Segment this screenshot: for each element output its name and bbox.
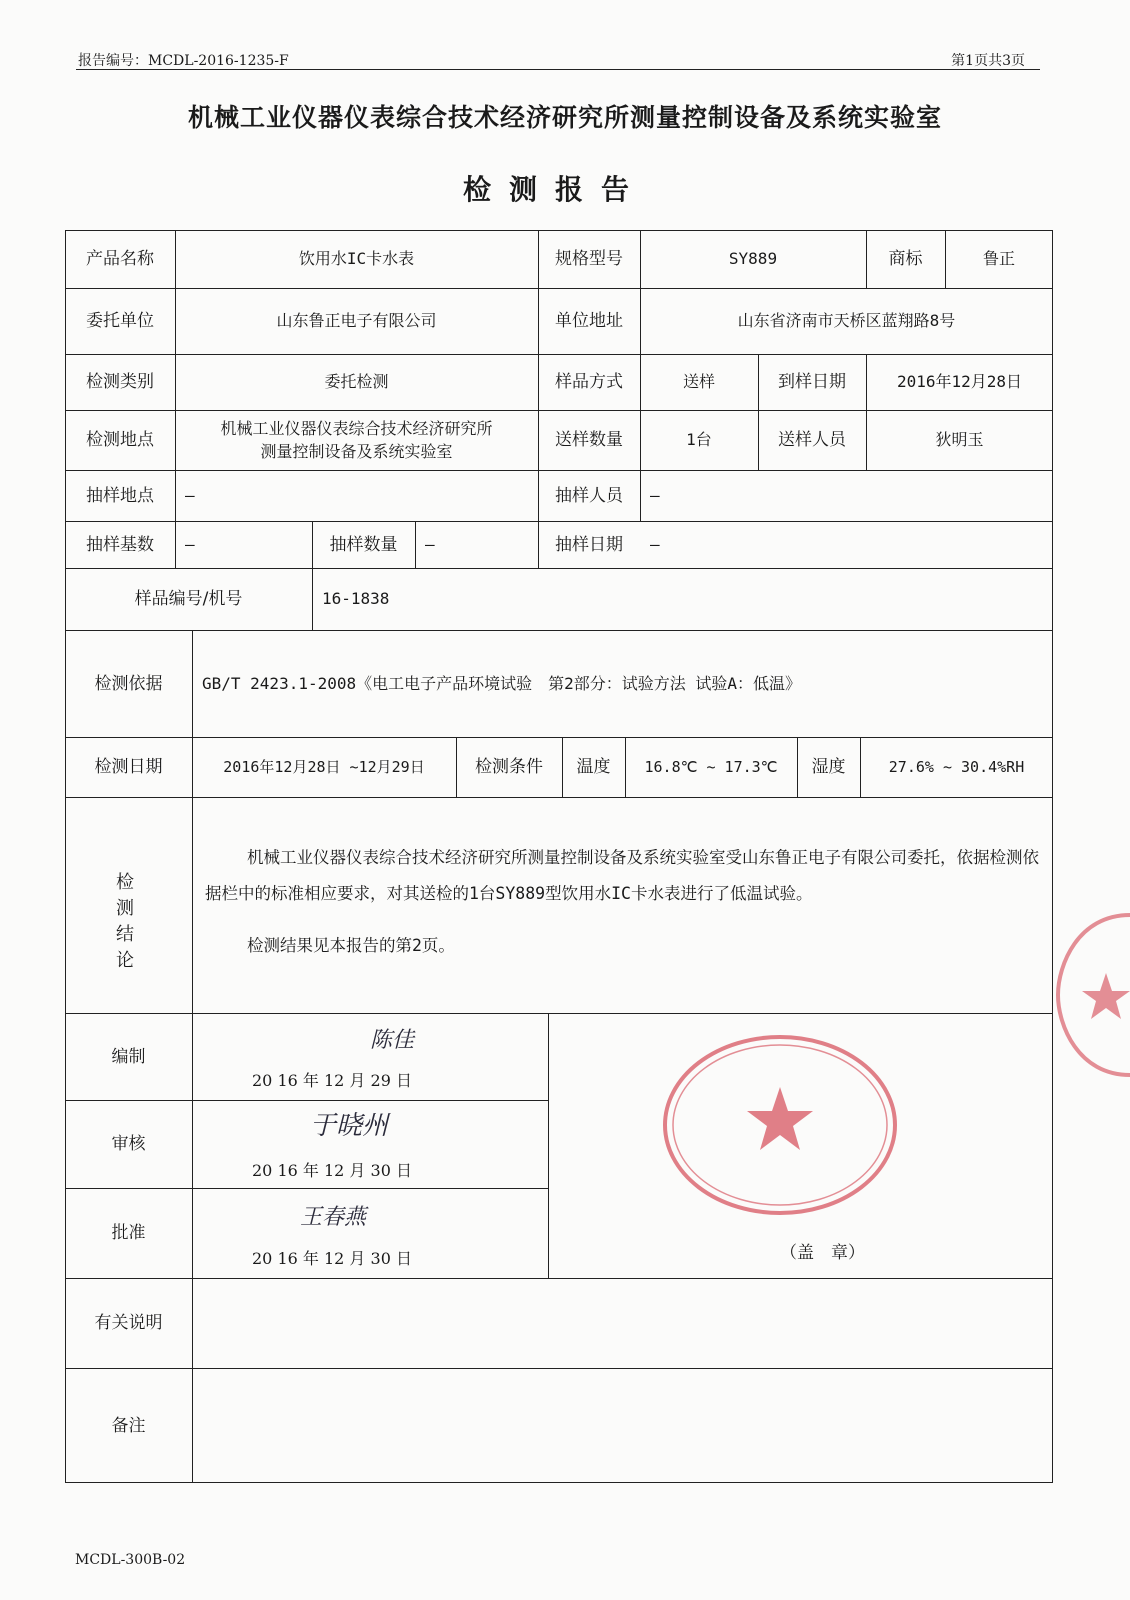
approve-signature: 王春燕 bbox=[300, 1205, 367, 1230]
test-type-value: 委托检测 bbox=[324, 372, 389, 391]
compile-signature: 陈佳 bbox=[370, 1028, 415, 1053]
test-site-line-2: 测量控制设备及系统实验室 bbox=[260, 442, 453, 461]
report-title: 检测报告 bbox=[462, 173, 647, 206]
conclusion-paragraph-1: 机械工业仪器仪表综合技术经济研究所测量控制设备及系统实验室受山东鲁正电子有限公司委托，依据检测依据栏中的标准相应要求，对其送检的1台SY889型饮用水IC卡水表进行了低温试验。 bbox=[205, 848, 1039, 903]
test-site-line-1: 机械工业仪器仪表综合技术经济研究所 bbox=[220, 419, 493, 438]
review-label: 审核 bbox=[111, 1134, 146, 1154]
client-label: 委托单位 bbox=[86, 311, 154, 331]
edge-seal-fragment bbox=[1048, 905, 1130, 1085]
notes-label: 有关说明 bbox=[94, 1313, 163, 1333]
arrival-date-value: 2016年12月28日 bbox=[896, 372, 1023, 391]
sample-qty-value: 1台 bbox=[686, 430, 712, 449]
compile-label: 编制 bbox=[111, 1046, 146, 1067]
condition-label: 检测条件 bbox=[475, 757, 543, 777]
sampling-base-value: — bbox=[185, 534, 195, 554]
sampling-site-label: 抽样地点 bbox=[86, 485, 154, 506]
sample-mode-value: 送样 bbox=[682, 372, 715, 391]
model-label: 规格型号 bbox=[555, 249, 623, 269]
sender-label: 送样人员 bbox=[778, 430, 846, 450]
product-name-value: 饮用水IC卡水表 bbox=[298, 249, 415, 268]
temperature-value: 16.8℃ ~ 17.3℃ bbox=[644, 758, 778, 776]
arrival-date-label: 到样日期 bbox=[778, 372, 846, 392]
approve-label: 批准 bbox=[111, 1223, 146, 1243]
sampling-person-value: — bbox=[650, 485, 660, 505]
humidity-label: 湿度 bbox=[811, 757, 846, 777]
sampling-date-label: 抽样日期 bbox=[555, 534, 623, 555]
test-site-value bbox=[175, 410, 538, 470]
basis-label: 检测依据 bbox=[94, 673, 163, 694]
sample-mode-label: 样品方式 bbox=[555, 372, 623, 392]
compile-date: 20 16 年 12 月 29 日 bbox=[252, 1071, 412, 1090]
product-name-label: 产品名称 bbox=[86, 249, 154, 269]
sampling-site-value: — bbox=[185, 485, 195, 505]
review-date: 20 16 年 12 月 30 日 bbox=[252, 1161, 412, 1180]
conclusion-paragraph-2: 检测结果见本报告的第2页。 bbox=[247, 936, 455, 955]
sample-qty-label: 送样数量 bbox=[555, 430, 623, 450]
address-label: 单位地址 bbox=[555, 311, 623, 331]
test-type-label: 检测类别 bbox=[86, 372, 154, 392]
sample-no-value: 16-1838 bbox=[322, 589, 390, 608]
sampling-date-value: — bbox=[650, 534, 660, 554]
sampling-person-label: 抽样人员 bbox=[555, 485, 623, 506]
approve-date: 20 16 年 12 月 30 日 bbox=[252, 1249, 412, 1268]
organization-title: 机械工业仪器仪表综合技术经济研究所测量控制设备及系统实验室 bbox=[187, 103, 942, 132]
header-rule bbox=[76, 69, 1040, 70]
basis-value: GB/T 2423.1-2008《电工电子产品环境试验 第2部分：试验方法 试验A：低温》 bbox=[202, 673, 802, 693]
page-indicator: 第1页共3页 bbox=[951, 53, 1025, 69]
brand-value: 鲁正 bbox=[982, 249, 1015, 268]
conclusion-label: 检测结论 bbox=[116, 872, 134, 971]
report-number: 报告编号：MCDL-2016-1235-F bbox=[78, 53, 289, 69]
test-site-label: 检测地点 bbox=[86, 430, 154, 450]
sampling-qty-label: 抽样数量 bbox=[329, 534, 398, 555]
model-value: SY889 bbox=[728, 249, 778, 268]
seal-caption: （盖 章） bbox=[780, 1243, 865, 1263]
form-code: MCDL-300B-02 bbox=[75, 1552, 186, 1568]
test-date-label: 检测日期 bbox=[94, 757, 163, 777]
test-date-value: 2016年12月28日 ~12月29日 bbox=[223, 758, 425, 776]
review-signature: 于晓州 bbox=[310, 1111, 389, 1141]
conclusion-text bbox=[205, 840, 1040, 964]
sample-no-label: 样品编号/机号 bbox=[134, 589, 243, 609]
humidity-value: 27.6% ~ 30.4%RH bbox=[888, 758, 1025, 776]
temperature-label: 温度 bbox=[576, 757, 611, 777]
sampling-base-label: 抽样基数 bbox=[86, 534, 154, 555]
address-value: 山东省济南市天桥区蓝翔路8号 bbox=[737, 311, 956, 330]
remarks-label: 备注 bbox=[111, 1415, 146, 1436]
sender-value: 狄明玉 bbox=[935, 430, 984, 449]
brand-label: 商标 bbox=[888, 249, 923, 269]
client-value: 山东鲁正电子有限公司 bbox=[276, 311, 437, 330]
inspection-seal bbox=[655, 1025, 905, 1225]
sampling-qty-value: — bbox=[425, 534, 435, 554]
